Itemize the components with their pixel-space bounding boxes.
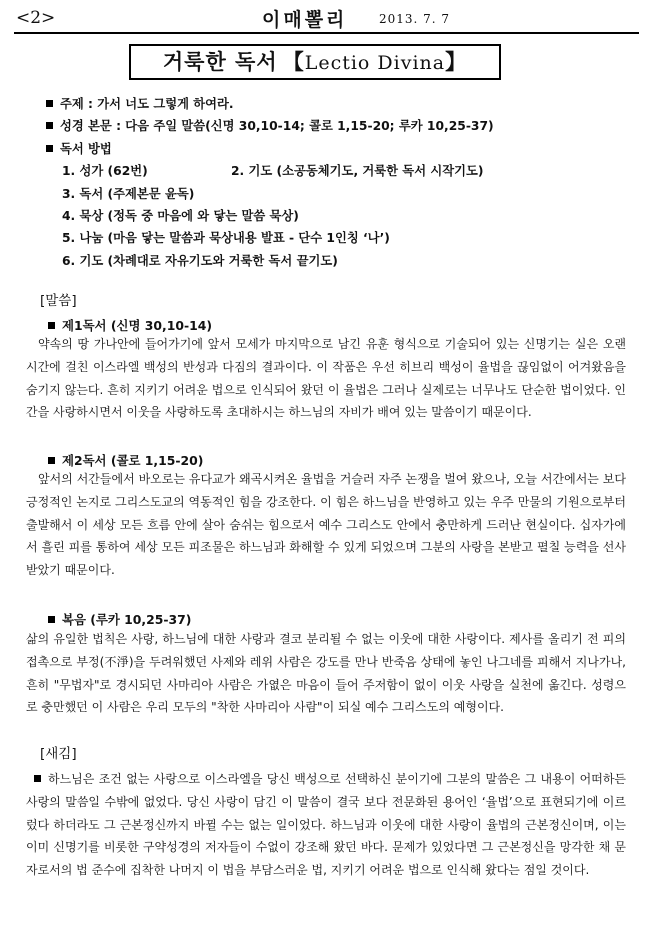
scripture-label: 성경 본문 : [60,119,121,134]
method-row [46,138,494,160]
method-step-row [46,160,494,182]
reading-text: 앞서의 서간들에서 바오로는 유다교가 왜곡시켜온 율법을 거슬러 자주 논쟁을 벌여 왔으나, 오늘 서간에서는 보다 긍정적인 논지로 그리스도교의 역동적인 힘을 강조한다. 이 힘은 하느님을 반영하고 있는 우주 만물의 기원으로부터 출발해서 이 세상 모든 흐름 안에 살아 숨쉬는 힘으로서 예수 그리스도 안에서 충만하게 드러난 현실이다. 십자가에서 흘린 피를 통하여 세상 모든 피조물은 하느님과 화해할 수 있게 되었으며 그분의 사랑을 본받고 펼칠 능력을 선사 받았기 때문이다. [26,472,626,578]
square-bullet-icon [48,616,55,623]
page-title [129,44,501,80]
reading-text: 약속의 땅 가나안에 들어가기에 앞서 모세가 마지막으로 남긴 유훈 형식으로 기술되어 있는 신명기는 실은 오랜 시간에 걸친 이스라엘 백성의 반성과 다짐의 결과이다. 이 작품은 우선 히브리 백성이 율법을 끊임없이 어겨왔음을 숨기지 않는다. 흔히 지키기 어려운 법으로 인식되어 왔던 이 율법은 그러나 실제로는 너무나도 단순한 법이었다. 인간을 사랑하시면서 이웃을 사랑하도록 초대하시는 하느님의 자비가 배여 있는 말씀이기 때문이다. [26,337,626,420]
square-bullet-icon [48,457,55,464]
square-bullet-icon [46,122,53,129]
method-step: 6. 기도 (차례대로 자유기도와 거룩한 독서 끝기도) [62,253,338,268]
reflection-section-label: [새김] [40,746,77,762]
issue-date: 2013. 7. 7 [379,12,451,26]
square-bullet-icon [46,100,53,107]
method-step: 4. 묵상 (정독 중 마음에 와 닿는 말씀 묵상) [62,209,299,224]
square-bullet-icon [34,775,41,782]
method-step: 2. 기도 (소공동체기도, 거룩한 독서 시작기도) [231,164,484,179]
reflection-text: 하느님은 조건 없는 사랑으로 이스라엘을 당신 백성으로 선택하신 분이기에 그분의 말씀은 그 내용이 어떠하든 사랑의 말씀일 수밖에 없었다. 당신 사랑이 담긴 이 말씀이 결국 보다 전문화된 용어인 ‘율법’으로 표현되기에 이르렀다 하더라도 그 근본정신까지 바뀔 수는 없는 일이었다. 하느님과 이웃에 대한 사랑이 율법의 근본정신이며, 이는 이미 신명기를 비롯한 구약성경의 저자들이 수없이 강조해 왔던 바다. 문제가 있었다면 그 근본정신을 망각한 채 문자로서의 법 준수에 집착한 나머지 이 법을 부담스러운 법, 지키기 어려운 법으로 인식해 왔다는 점일 것이다. [26,772,626,878]
theme-text: 가서 너도 그렇게 하여라. [97,97,234,111]
reading-title: 제2독서 (콜로 1,15-20) [48,451,203,469]
method-step: 3. 독서 (주제본문 윤독) [62,186,195,201]
title-bracket-close: 】 [445,50,468,74]
method-step: 5. 나눔 (마음 닿는 말씀과 묵상내용 발표 - 단수 1인칭 ‘나’) [62,231,390,246]
method-label: 독서 방법 [60,141,112,156]
scripture-row [46,115,494,137]
square-bullet-icon [48,322,55,329]
page-header [14,6,639,34]
square-bullet-icon [46,145,53,152]
theme-label: 주제 : [60,97,93,111]
scripture-text: 다음 주일 말씀(신명 30,10-14; 콜로 1,15-20; 루카 10,25-37) [125,119,494,134]
reading-title: 제1독서 (신명 30,10-14) [48,316,212,334]
page-number: <2> [16,8,56,28]
theme-row [46,93,494,115]
title-bracket-open: 【 [282,50,305,74]
word-section-label: [말씀] [40,293,77,309]
method-step: 1. 성가 (62번) [62,164,148,179]
reading-text: 삶의 유일한 법칙은 사랑, 하느님에 대한 사랑과 결코 분리될 수 없는 이웃에 대한 사랑이다. 제사를 올리기 전 피의 접촉으로 부정(不淨)을 두려워했던 사제와 레위 사람은 강도를 만나 반죽음 상태에 놓인 나그네를 피해서 지나가나, 흔히 "무법자"로 경시되던 사마리아 사람은 가엾은 마음이 들어 주저함이 없이 이웃 사랑을 실천에 옮긴다. 성령으로 충만했던 이 사람은 우리 모두의 "착한 사마리아 사람"이 되실 예수 그리스도의 예형이다. [26,632,626,715]
title-korean: 거룩한 독서 [162,50,278,74]
reading-title: 복음 (루카 10,25-37) [48,610,191,628]
info-block [46,93,494,272]
bulletin-name: 이매뽈리 [262,9,348,31]
title-latin: Lectio Divina [304,52,446,74]
